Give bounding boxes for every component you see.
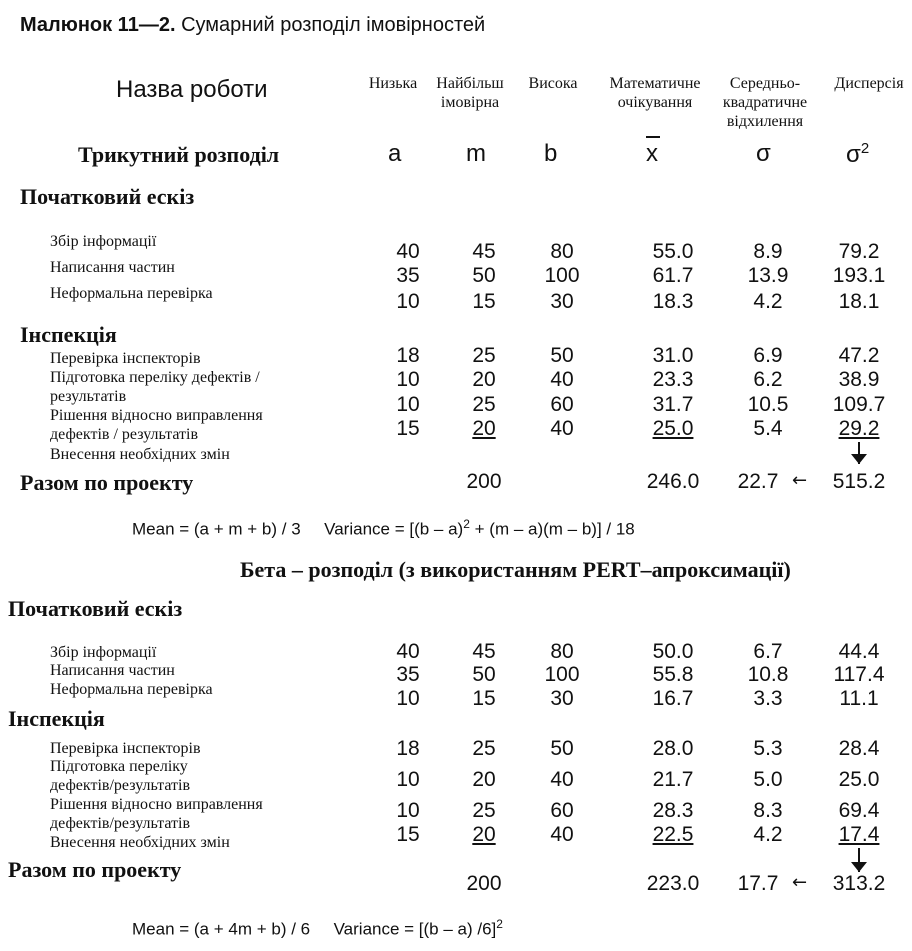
cell-m: 25: [472, 393, 496, 416]
cell-sd: 6.2: [753, 368, 783, 391]
cell-a: 10: [396, 768, 420, 791]
cell-sd: 5.3: [753, 737, 783, 760]
cell-var: 18.1: [838, 290, 880, 313]
cell-mean: 16.7: [652, 687, 694, 710]
cell-m: 50: [472, 264, 496, 287]
header-task: Назва роботи: [116, 76, 268, 103]
cell-b: 40: [550, 823, 574, 846]
tri-section-initial: Початковий ескіз: [20, 184, 195, 209]
cell-mean: 22.5: [652, 823, 694, 846]
beta-task: Рішення відносно виправлення: [50, 796, 263, 813]
sum-down-arrow: [851, 454, 867, 464]
cell-mean: 23.3: [652, 368, 694, 391]
cell-b: 30: [550, 687, 574, 710]
sum-down-arrow: [851, 862, 867, 872]
header-sd: [710, 74, 820, 131]
cell-sd: 4.2: [753, 290, 783, 313]
tri-total-sd: 22.7: [737, 470, 779, 493]
header-most-likely-line2: імовірна: [440, 94, 500, 111]
cell-var: 25.0: [838, 768, 880, 791]
triangular-title: Трикутний розподіл: [78, 142, 280, 167]
header-variance: Дисперсія: [834, 75, 904, 92]
tri-task: Перевірка інспекторів: [50, 350, 201, 367]
cell-m: 15: [472, 290, 496, 313]
symbol-b: b: [544, 140, 558, 167]
beta-total-sd: 17.7: [737, 872, 779, 895]
cell-mean: 28.3: [652, 799, 694, 822]
cell-var: 44.4: [838, 640, 880, 663]
cell-var: 38.9: [838, 368, 880, 391]
cell-b: 100: [544, 264, 580, 287]
cell-mean: 25.0: [652, 417, 694, 440]
cell-sd: 5.4: [753, 417, 783, 440]
cell-b: 30: [550, 290, 574, 313]
tri-task: Рішення відносно виправлення: [50, 407, 263, 424]
cell-a: 40: [396, 640, 420, 663]
tri-total-m: 200: [466, 470, 502, 493]
bar-mark: [646, 136, 660, 138]
beta-total-m: 200: [466, 872, 502, 895]
cell-var: 17.4: [838, 823, 880, 846]
symbol-x: x: [646, 140, 658, 167]
cell-m: 20: [472, 768, 496, 791]
cell-var: 193.1: [832, 264, 886, 287]
beta-section-initial: Початковий ескіз: [8, 596, 183, 621]
cell-sd: 10.5: [747, 393, 789, 416]
tri-task: Збір інформації: [50, 233, 157, 250]
header-mean-line1: Математичне: [609, 75, 701, 92]
cell-a: 15: [396, 823, 420, 846]
cell-a: 18: [396, 344, 420, 367]
beta-task: Написання частин: [50, 662, 175, 679]
cell-b: 40: [550, 417, 574, 440]
cell-b: 80: [550, 240, 574, 263]
tri-task: Написання частин: [50, 259, 175, 276]
cell-sd: 5.0: [753, 768, 783, 791]
cell-m: 50: [472, 663, 496, 686]
header-most-likely: [430, 74, 510, 112]
beta-section-inspection: Інспекція: [8, 706, 105, 731]
beta-task: Підготовка переліку: [50, 758, 188, 775]
header-most-likely-line1: Найбільш: [436, 75, 504, 92]
symbol-exponent: 2: [860, 140, 870, 157]
cell-sd: 10.8: [747, 663, 789, 686]
cell-a: 40: [396, 240, 420, 263]
beta-total-var: 313.2: [832, 872, 886, 895]
cell-a: 18: [396, 737, 420, 760]
tri-task: Неформальна перевірка: [50, 285, 213, 302]
cell-m: 20: [472, 368, 496, 391]
cell-mean: 55.8: [652, 663, 694, 686]
beta-task: дефектів/результатів: [50, 777, 191, 794]
cell-sd: 6.9: [753, 344, 783, 367]
cell-var: 69.4: [838, 799, 880, 822]
symbol-sigma: σ: [756, 140, 771, 167]
cell-sd: 13.9: [747, 264, 789, 287]
cell-mean: 21.7: [652, 768, 694, 791]
cell-var: 117.4: [833, 663, 885, 686]
cell-a: 10: [396, 393, 420, 416]
cell-var: 29.2: [838, 417, 880, 440]
cell-sd: 4.2: [753, 823, 783, 846]
cell-b: 40: [550, 768, 574, 791]
cell-b: 60: [550, 393, 574, 416]
header-mean: [600, 74, 710, 112]
header-high: Висока: [528, 75, 578, 92]
cell-m: 45: [472, 640, 496, 663]
cell-m: 45: [472, 240, 496, 263]
header-sd-line1: Середньо-: [729, 75, 801, 92]
cell-mean: 31.7: [652, 393, 694, 416]
cell-b: 80: [550, 640, 574, 663]
beta-task: Перевірка інспекторів: [50, 740, 201, 757]
tri-total-label: Разом по проекту: [20, 470, 194, 495]
tri-section-inspection: Інспекція: [20, 322, 117, 347]
left-arrow-icon: ←: [792, 872, 808, 893]
cell-a: 10: [396, 290, 420, 313]
header-sd-line3: відхилення: [726, 113, 804, 130]
tri-formula-mean: Mean = (a + m + b) / 3: [132, 519, 301, 539]
tri-total-var: 515.2: [832, 470, 886, 493]
cell-b: 100: [544, 663, 580, 686]
beta-task: Неформальна перевірка: [50, 681, 213, 698]
symbol-a: a: [388, 140, 402, 167]
cell-sd: 3.3: [753, 687, 783, 710]
cell-m: 20: [472, 823, 496, 846]
cell-var: 28.4: [838, 737, 880, 760]
cell-b: 50: [550, 344, 574, 367]
beta-formula-mean: Mean = (a + 4m + b) / 6: [132, 919, 311, 939]
beta-total-label: Разом по проекту: [8, 857, 182, 882]
cell-a: 10: [396, 799, 420, 822]
cell-mean: 31.0: [652, 344, 694, 367]
cell-a: 10: [396, 368, 420, 391]
cell-sd: 8.9: [753, 240, 783, 263]
cell-sd: 6.7: [753, 640, 783, 663]
cell-var: 79.2: [838, 240, 880, 263]
cell-a: 35: [396, 663, 420, 686]
cell-b: 50: [550, 737, 574, 760]
tri-task: Підготовка переліку дефектів /: [50, 369, 260, 386]
symbol-x-bar: [646, 140, 658, 168]
cell-a: 35: [396, 264, 420, 287]
beta-formula: [132, 917, 503, 940]
header-sd-line2: квадратичне: [722, 94, 808, 111]
cell-var: 47.2: [838, 344, 880, 367]
cell-sd: 8.3: [753, 799, 783, 822]
cell-var: 109.7: [832, 393, 886, 416]
symbol-m: m: [466, 140, 486, 167]
cell-m: 25: [472, 737, 496, 760]
cell-m: 20: [472, 417, 496, 440]
beta-task: дефектів/результатів: [50, 815, 191, 832]
beta-task: Збір інформації: [50, 644, 157, 661]
cell-b: 60: [550, 799, 574, 822]
beta-task: Внесення необхідних змін: [50, 834, 230, 851]
cell-m: 15: [472, 687, 496, 710]
cell-mean: 55.0: [652, 240, 694, 263]
cell-var: 11.1: [839, 687, 879, 710]
left-arrow-icon: ←: [792, 470, 808, 491]
tri-task: дефектів / результатів: [50, 426, 199, 443]
cell-a: 15: [396, 417, 420, 440]
cell-mean: 50.0: [652, 640, 694, 663]
tri-formula-var-b: + (m – a)(m – b)] / 18: [469, 519, 635, 539]
beta-formula-exp: 2: [496, 917, 503, 931]
tri-total-mean: 246.0: [646, 470, 700, 493]
tri-task: результатів: [50, 388, 127, 405]
figure-caption: Сумарний розподіл імовірностей: [181, 14, 486, 36]
header-mean-line2: очікування: [617, 94, 693, 111]
figure-title: [20, 14, 485, 37]
cell-mean: 18.3: [652, 290, 694, 313]
cell-mean: 28.0: [652, 737, 694, 760]
cell-m: 25: [472, 344, 496, 367]
beta-formula-var: Variance = [(b – a) /6]: [333, 919, 497, 939]
symbol-sigma2: σ: [846, 141, 861, 168]
tri-task: Внесення необхідних змін: [50, 446, 230, 463]
symbol-sigma-squared: [846, 140, 869, 169]
cell-m: 25: [472, 799, 496, 822]
cell-a: 10: [396, 687, 420, 710]
tri-formula-var-a: Variance = [(b – a): [324, 519, 464, 539]
beta-total-mean: 223.0: [646, 872, 700, 895]
figure-label: Малюнок 11—2.: [20, 14, 176, 36]
header-low: Низька: [368, 75, 418, 92]
cell-mean: 61.7: [652, 264, 694, 287]
cell-b: 40: [550, 368, 574, 391]
tri-formula: Mean = (a + m + b) / 3 Variance = [(b – a)$^2$ + (m – a)(m – b)] / 18: [132, 517, 635, 539]
beta-title: Бета – розподіл (з використанням PERT–апроксимації): [240, 557, 791, 582]
